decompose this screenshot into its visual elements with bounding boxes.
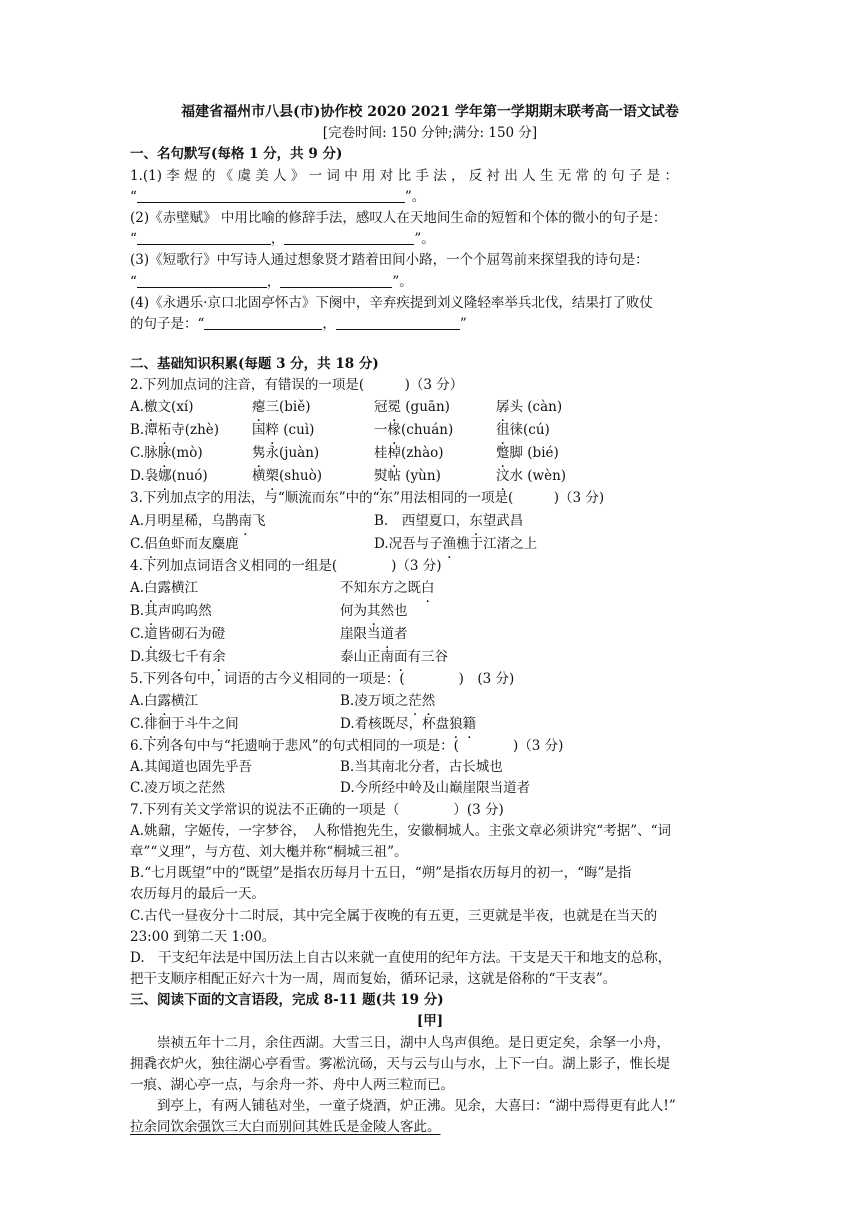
underlined-sentence: 拉余同饮余强饮三大白而别问其姓氏是金陵人客此。 [130,1119,441,1136]
q2-line-1: (2)《赤壁赋》 中用比喻的修辞手法，感叹人在天地间生命的短暂和个体的微小的句子是： [130,209,667,226]
q5-options-cd[interactable]: C.徘徊于斗牛之间 D.肴核既尽，杯盘狼籍 [130,716,477,732]
q3-line-2 [130,272,730,293]
q3-stem: 3.下列加点字的用法，与“顺流而东”中的“东”用法相同的一项是( )（3 分) [130,490,605,507]
q1-line-2 [130,187,730,208]
comma: ， [322,315,336,332]
q5-options-ab[interactable]: A.白露横江 B.凌万顷之茫然 [130,693,436,709]
q7-option-d[interactable]: D. 干支纪年法是中国历法上自古以来就一直使用的纪年方法。干支是天干和地支的总称， [130,949,672,966]
q4-stem: 4.下列加点词语含义相同的一组是( )（3 分) [130,557,442,574]
q7-option-c-cont: 23:00 到第二天 1:00。 [130,928,276,945]
section-1-heading: 一、名句默写(每格 1 分，共 9 分) [130,146,343,163]
exam-page [130,102,730,1139]
quote-close: ” [459,315,467,332]
quote-open: 的句子是：“ [130,315,205,332]
answer-blank[interactable] [336,316,460,330]
q3-line-1: (3)《短歌行》中写诗人通过想象贤才踏着田间小路，一个个屈驾前来探望我的诗句是： [130,252,649,269]
passage-para-2-line-1: 到亭上，有两人铺毡对坐，一童子烧酒，炉正沸。见余，大喜曰：“湖中焉得更有此人!” [157,1098,676,1115]
q7-option-a-cont: 章”“义理”，与方苞、刘大櫆并称“桐城三祖”。 [130,843,408,860]
answer-blank[interactable] [137,231,271,245]
answer-blank[interactable] [284,231,414,245]
q4-line-2 [130,314,730,335]
q6-options-cd[interactable]: C.凌万顷之茫然 D.今所经中岭及山巅崖限当道者 [130,780,531,797]
quote-close: ”。 [414,231,435,248]
q2-stem: 2.下列加点词的注音，有错误的一项是( )（3 分） [130,377,464,394]
quote-open: “ [130,188,137,205]
quote-open: “ [130,273,137,290]
section-3-heading: 三、阅读下面的文言语段，完成 8-11 题(共 19 分) [130,992,444,1009]
q2-option-a[interactable]: A.檄文(xí) 瘪三(biě) 冠冕 (guān) 孱头 (càn) [130,399,563,416]
passage-jia-label: [甲] [416,1013,444,1030]
answer-blank[interactable] [280,274,392,288]
q4-option-d[interactable]: D.其级七千有余 泰山正南面有三谷 [130,648,448,665]
exam-title: 福建省福州市八县(市)协作校 2020 2021 学年第一学期期末联考高一语文试卷 [181,104,679,120]
q1-line-1: 1.(1) 李 煜 的 《 虞 美 人 》 一 词 中 用 对 比 手 法 ， 反 衬 出 人 生 无 常 的 句 子 是 ： [130,167,678,184]
q6-stem: 6.下列各句中与“托遗响于悲风”的句式相同的一项是：( )（3 分) [130,738,564,754]
q4-option-c[interactable]: C.道皆砌石为磴 崖限当道者 [130,625,408,642]
quote-close: ”。 [392,273,413,290]
q7-option-b-cont: 农历每月的最后一天。 [130,886,265,903]
q7-option-d-cont: 把干支顺序相配正好六十为一周，周而复始，循环记录，这就是俗称的“干支表”。 [130,971,617,988]
passage-para-1-line-3: 一痕、湖心亭一点，与余舟一芥、舟中人两三粒而已。 [130,1077,454,1093]
q7-option-a[interactable]: A.姚鼐，字姬传，一字梦谷， 人称惜抱先生，安徽桐城人。主张文章必须讲究“考据”、“词 [130,822,671,839]
comma: ， [270,231,285,248]
passage-para-2-line-2 [130,1117,730,1138]
section-2-heading: 二、基础知识积累(每题 3 分，共 18 分) [130,356,379,373]
q7-option-b[interactable]: B.“七月既望”中的“既望”是指农历每月十五日，“朔”是指农历每月的初一，“晦”是指 [130,865,632,882]
q3-options-ab[interactable]: A.月明星稀，乌鹊南飞 B. 西望夏口，东望武昌 [130,512,524,529]
q3-options-cd[interactable]: C.侣鱼虾而友麋鹿 D.况吾与子渔樵于江渚之上 [130,535,538,552]
quote-close: ”。 [404,188,426,205]
q5-stem: 5.下列各句中，词语的古今义相同的一项是：( ) (3 分) [130,670,515,687]
q2-line-2 [130,229,730,250]
q2-option-b[interactable]: B.潭柘寺(zhè) 国粹 (cuì) 一椽(chuán) 徂徕(cú) [130,422,550,439]
comma: ， [266,273,281,290]
answer-blank[interactable] [137,274,267,288]
exam-subtitle: [完卷时间: 150 分钟;满分: 150 分] [322,125,538,142]
q7-option-c[interactable]: C.古代一昼夜分十二时辰，其中完全属于夜晚的有五更，三更就是半夜，也就是在当天的 [130,907,658,924]
passage-para-1-line-1: 崇祯五年十二月，余住西湖。大雪三日，湖中人鸟声俱绝。是日更定矣，余拏一小舟， [157,1034,670,1051]
q2-option-d[interactable]: D.袅娜(nuó) 横槊(shuò) 熨帖 (yùn) 汶水 (wèn) [130,468,567,485]
answer-blank[interactable] [137,189,405,203]
quote-open: “ [130,231,137,248]
q4-option-a[interactable]: A.白露横江 不知东方之既白 [130,579,435,596]
q2-option-c[interactable]: C.脉脉(mò) 隽永(juàn) 桂棹(zhào) 蹩脚 (bié) [130,445,559,462]
passage-para-1-line-2: 拥毳衣炉火，独往湖心亭看雪。雾凇沆砀，天与云与山与水，上下一白。湖上影子，惟长堤 [130,1055,670,1072]
q6-options-ab[interactable]: A.其闻道也固先乎吾 B.当其南北分者，古长城也 [130,759,503,776]
q7-stem: 7.下列有关文学常识的说法不正确的一项是（ ）(3 分) [130,801,504,818]
q4-line-1: (4)《永遇乐·京口北固亭怀古》下阕中，辛弃疾提到刘义隆轻率举兵北伐，结果打了败仗 [130,294,653,311]
q4-option-b[interactable]: B.其声呜呜然 何为其然也 [130,602,408,619]
answer-blank[interactable] [204,316,322,330]
